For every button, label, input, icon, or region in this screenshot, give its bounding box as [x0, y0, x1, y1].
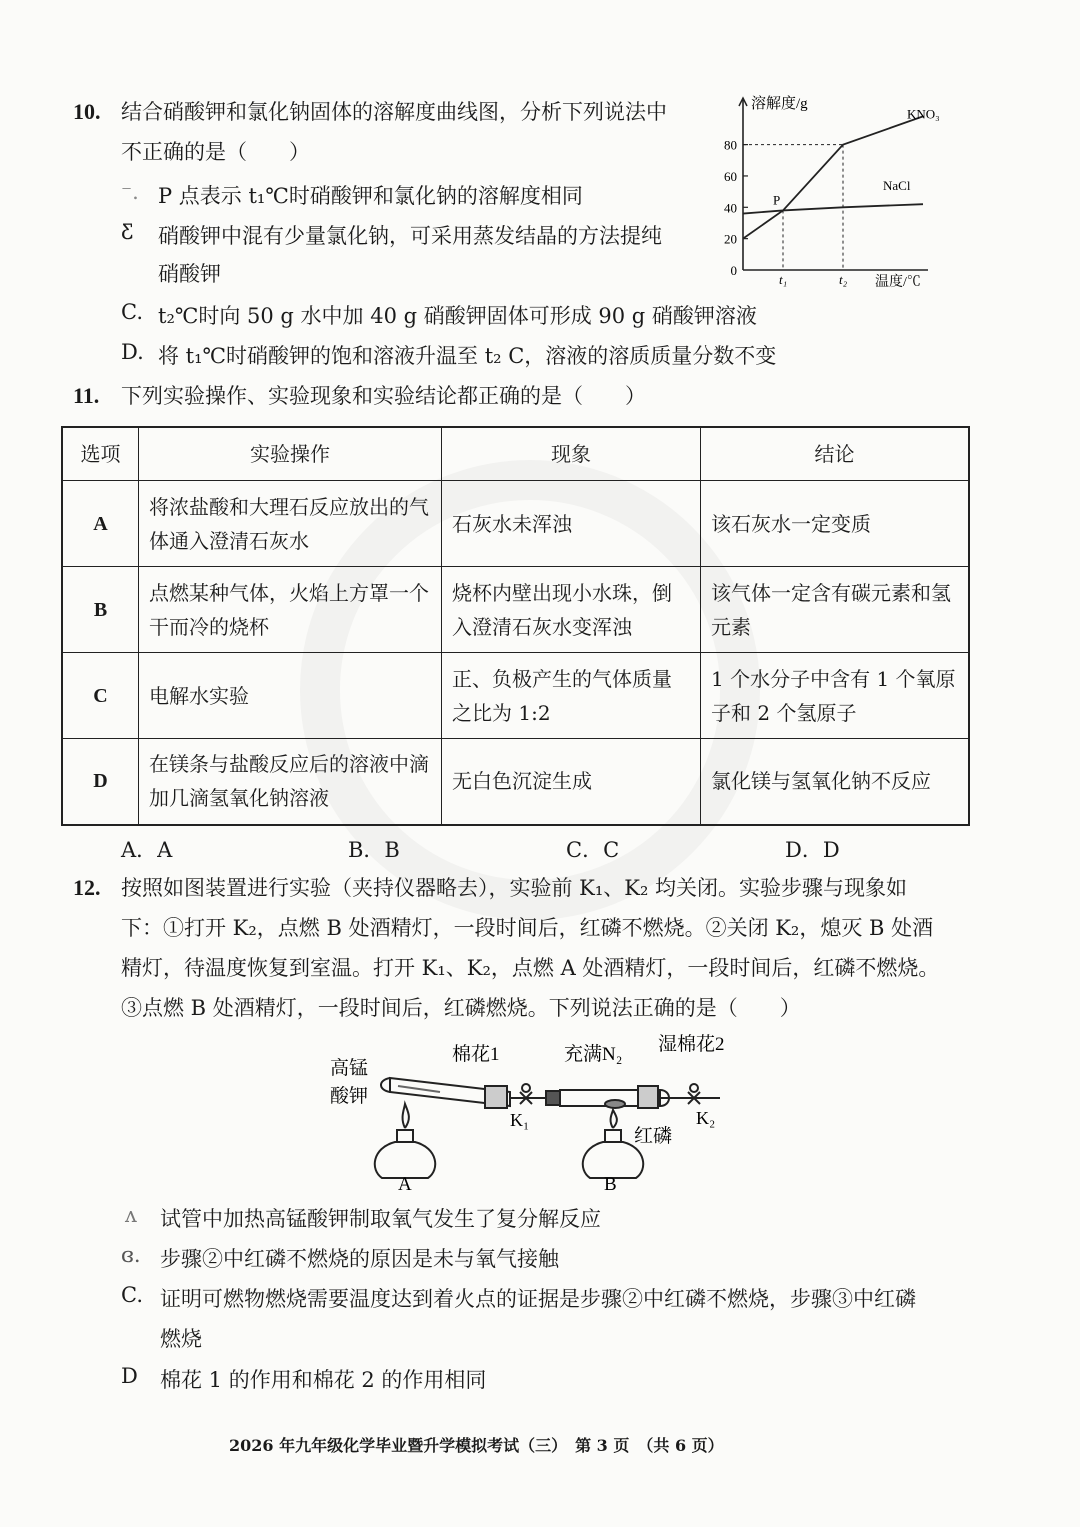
table-header: 选项 — [62, 427, 139, 481]
row-operation: 在镁条与盐酸反应后的溶液中滴加几滴氢氧化钠溶液 — [139, 739, 442, 825]
q12-option-a-label: ʌ — [125, 1203, 137, 1227]
q11-answer-c: C．C — [566, 838, 620, 862]
row-label: B — [62, 567, 139, 653]
table-header: 现象 — [442, 427, 701, 481]
q12-option-b-label: ɞ. — [121, 1243, 141, 1267]
y-tick-label: 20 — [724, 231, 737, 247]
label-cotton1: 棉花1 — [452, 1044, 500, 1065]
question-12-number: 12. — [73, 875, 101, 900]
series-label: KNO₃ — [907, 106, 940, 122]
label-k2: K₂ — [696, 1108, 716, 1128]
q12-option-a-text: 试管中加热高锰酸钾制取氧气发生了复分解反应 — [160, 1207, 601, 1231]
question-10-stem-line1: 结合硝酸钾和氯化钠固体的溶解度曲线图，分析下列说法中 — [121, 100, 667, 124]
table-header: 结论 — [701, 427, 970, 481]
series-line-nacl — [743, 204, 923, 213]
series-label: NaCl — [883, 178, 911, 194]
wet-cotton-2 — [638, 1086, 658, 1108]
chart-point-p-label: P — [773, 192, 781, 208]
label-kmno4-line2: 酸钾 — [330, 1086, 369, 1107]
y-tick-label: 60 — [724, 168, 737, 184]
q11-answer-d: D．D — [785, 838, 840, 862]
label-kmno4-line1: 高锰 — [330, 1058, 369, 1079]
q10-option-d-label: D. — [121, 340, 144, 364]
q12-option-b-text: 步骤②中红磷不燃烧的原因是未与氧气接触 — [160, 1247, 559, 1271]
table-row — [62, 481, 969, 567]
question-12-line4: ③点燃 B 处酒精灯，一段时间后，红磷燃烧。下列说法正确的是（ ） — [121, 996, 801, 1020]
q12-option-c-text1: 证明可燃物燃烧需要温度达到着火点的证据是步骤②中红磷不燃烧，步骤③中红磷 — [160, 1287, 916, 1311]
row-conclusion: 1 个水分子中含有 1 个氧原子和 2 个氢原子 — [701, 653, 970, 739]
q11-answer-a: A．A — [121, 838, 173, 862]
q10-option-a-label: ⁻. — [121, 180, 139, 204]
row-label: C — [62, 653, 139, 739]
question-12-line3: 精灯，待温度恢复到室温。打开 K₁、K₂，点燃 A 处酒精灯，一段时间后，红磷不燃烧。 — [121, 956, 940, 980]
k1-connector — [546, 1091, 560, 1105]
label-red-phosphorus: 红磷 — [634, 1126, 673, 1147]
label-wet-cotton2: 湿棉花2 — [658, 1034, 725, 1055]
q10-option-a-text: P 点表示 t₁℃时硝酸钾和氯化钠的溶解度相同 — [158, 184, 583, 208]
x-tick-label: t₂ — [839, 272, 848, 287]
question-12-line2: 下：①打开 K₂，点燃 B 处酒精灯，一段时间后，红磷不燃烧。②关闭 K₂，熄灭 B 处酒 — [121, 916, 934, 940]
experiment-table — [61, 426, 970, 826]
question-10-number: 10. — [73, 99, 101, 124]
row-operation: 将浓盐酸和大理石反应放出的气体通入澄清石灰水 — [139, 481, 442, 567]
label-filled-n2: 充满N₂ — [564, 1044, 623, 1065]
q10-option-d-text: 将 t₁℃时硝酸钾的饱和溶液升温至 t₂ C，溶液的溶质质量分数不变 — [158, 344, 777, 368]
q12-option-d-text: 棉花 1 的作用和棉花 2 的作用相同 — [160, 1368, 487, 1392]
table-row — [62, 567, 969, 653]
q10-option-b-text1: 硝酸钾中混有少量氯化钠，可采用蒸发结晶的方法提纯 — [158, 224, 662, 248]
row-phenomenon: 正、负极产生的气体质量之比为 1:2 — [442, 653, 701, 739]
page-footer: 2026 年九年级化学毕业暨升学模拟考试（三） 第 3 页 （共 6 页） — [229, 1436, 724, 1455]
question-12-line1: 按照如图装置进行实验（夹持仪器略去），实验前 K₁、K₂ 均关闭。实验步骤与现象如 — [121, 876, 908, 900]
q10-option-b-label: Ƹ — [121, 220, 133, 244]
q10-option-c-text: t₂℃时向 50 g 水中加 40 g 硝酸钾固体可形成 90 g 硝酸钾溶液 — [158, 304, 757, 328]
row-phenomenon: 烧杯内壁出现小水珠，倒入澄清石灰水变浑浊 — [442, 567, 701, 653]
q11-answer-b: B．B — [348, 838, 400, 862]
row-phenomenon: 无白色沉淀生成 — [442, 739, 701, 825]
chart-y-label: 溶解度/g — [751, 96, 808, 112]
table-row — [62, 653, 969, 739]
q12-option-c-label: C. — [121, 1283, 143, 1307]
question-11-stem: 下列实验操作、实验现象和实验结论都正确的是（ ） — [121, 384, 646, 408]
lamp-a-wick-holder — [397, 1130, 413, 1142]
row-conclusion: 氯化镁与氢氧化钠不反应 — [701, 739, 970, 825]
row-label: A — [62, 481, 139, 567]
alcohol-lamp-a-icon — [375, 1142, 435, 1178]
question-10-stem-line2: 不正确的是（ ） — [121, 140, 310, 164]
row-operation: 电解水实验 — [139, 653, 442, 739]
y-tick-label: 80 — [724, 137, 737, 153]
table-row — [62, 739, 969, 825]
q10-option-b-text2: 硝酸钾 — [158, 262, 221, 286]
q12-option-d-label: D — [121, 1364, 138, 1388]
row-conclusion: 该石灰水一定变质 — [701, 481, 970, 567]
q12-option-c-text2: 燃烧 — [160, 1327, 202, 1351]
red-phosphorus — [605, 1100, 625, 1108]
chart-series — [743, 106, 940, 270]
flame-a-icon — [403, 1104, 409, 1128]
alcohol-lamp-b-icon — [583, 1142, 643, 1178]
row-phenomenon: 石灰水未浑浊 — [442, 481, 701, 567]
label-k1: K₁ — [510, 1110, 530, 1130]
table-header: 实验操作 — [139, 427, 442, 481]
apparatus-diagram — [320, 1030, 740, 1195]
y-tick-label: 0 — [730, 263, 737, 278]
label-lamp-b: B — [604, 1174, 617, 1195]
cotton-1 — [485, 1086, 507, 1108]
chart-x-label: 温度/℃ — [875, 275, 921, 290]
row-conclusion: 该气体一定含有碳元素和氢元素 — [701, 567, 970, 653]
y-tick-label: 40 — [724, 200, 737, 216]
table-header-row — [62, 427, 969, 481]
question-11-number: 11. — [73, 383, 100, 408]
label-lamp-a: A — [398, 1174, 412, 1195]
row-label: D — [62, 739, 139, 825]
x-tick-label: t₁ — [779, 272, 788, 287]
q10-option-c-label: C. — [121, 300, 143, 324]
row-operation: 点燃某种气体，火焰上方罩一个干而冷的烧杯 — [139, 567, 442, 653]
solubility-chart — [705, 90, 945, 300]
flame-b-icon — [611, 1110, 617, 1128]
